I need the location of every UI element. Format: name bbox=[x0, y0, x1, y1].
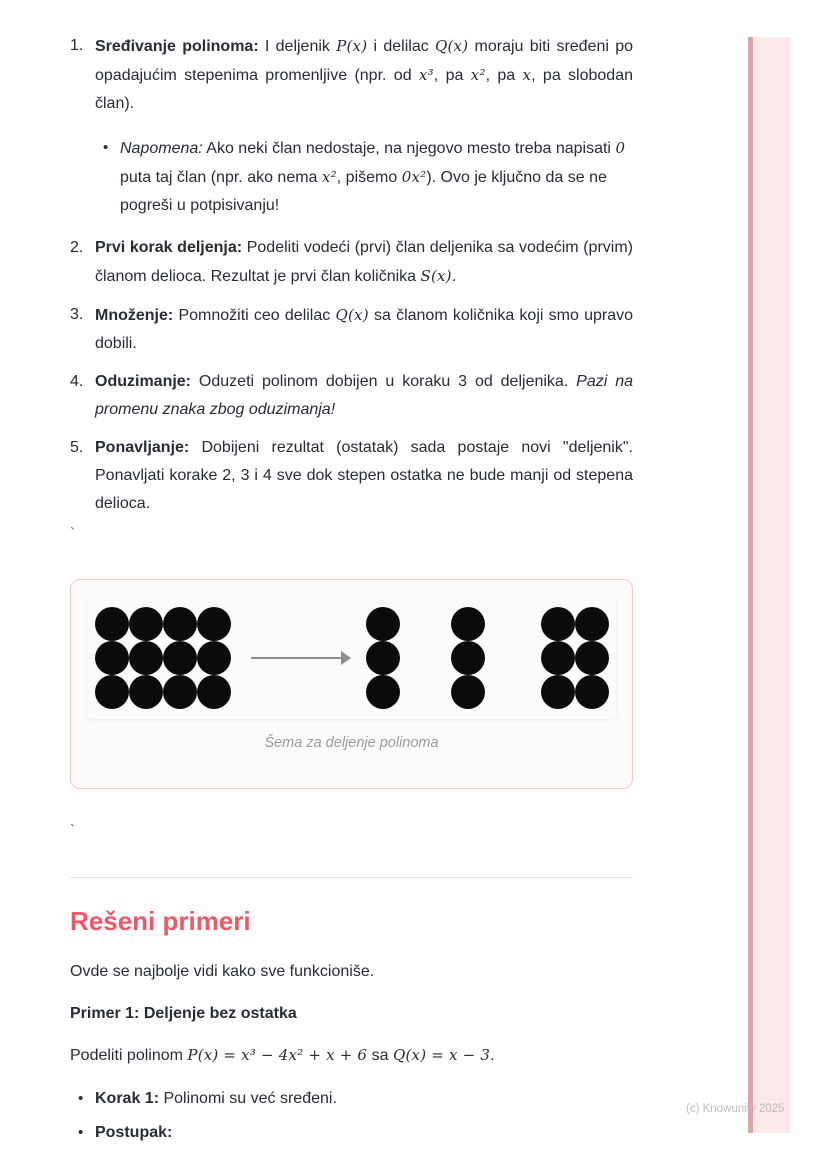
stray-backtick-mark: ` bbox=[70, 822, 75, 839]
list-number: 1. bbox=[70, 37, 84, 54]
right-arrow-icon bbox=[251, 651, 351, 665]
bullet-item-text: Korak 1: Polinomi su već sređeni. bbox=[95, 1090, 337, 1107]
dot bbox=[163, 675, 197, 709]
right-margin-highlight-bar bbox=[748, 37, 790, 1133]
section-divider bbox=[70, 877, 633, 878]
figure-panel bbox=[87, 597, 616, 719]
steps-ordered-list bbox=[70, 32, 633, 518]
step-5-text: Ponavljanje: Dobijeni rezultat (ostatak) sada postaje novi "deljenik". Ponavljati korake 2, 3 i 4 sve dok stepen ostatka ne bude manji od stepena delioca. bbox=[95, 439, 633, 512]
list-item-5 bbox=[70, 434, 633, 518]
dot bbox=[366, 641, 400, 675]
note-text: Napomena: Ako neki član nedostaje, na njegovo mesto treba napisati 0 puta taj član (npr. ako nema x², pišemo 0x²). Ovo je ključno da se ne pogreši u potpisivanju! bbox=[120, 139, 626, 214]
bullet-item-text: Postupak: bbox=[95, 1124, 173, 1141]
dot bbox=[129, 607, 163, 641]
dot bbox=[95, 675, 129, 709]
problem-statement: Podeliti polinom P(x) = x³ − 4x² + x + 6 sa Q(x) = x − 3. bbox=[70, 1046, 495, 1064]
list-item-2 bbox=[70, 234, 633, 291]
document-content bbox=[70, 0, 633, 1147]
bullet-item bbox=[70, 1085, 633, 1113]
dot bbox=[366, 607, 400, 641]
dot bbox=[163, 607, 197, 641]
dot-column-1 bbox=[366, 607, 400, 709]
figure-caption: Šema za deljenje polinoma bbox=[264, 735, 439, 751]
list-item-3 bbox=[70, 301, 633, 358]
example-title: Primer 1: Deljenje bez ostatka bbox=[70, 1005, 297, 1022]
bullet-icon: • bbox=[103, 139, 109, 156]
dot bbox=[575, 675, 609, 709]
dot bbox=[541, 607, 575, 641]
list-item-4 bbox=[70, 368, 633, 424]
list-item-1 bbox=[70, 32, 633, 220]
intro-paragraph: Ovde se najbolje vidi kako sve funkcioniše. bbox=[70, 963, 375, 980]
list-number: 4. bbox=[70, 373, 84, 390]
dot bbox=[366, 675, 400, 709]
dot bbox=[575, 607, 609, 641]
dot-column-2 bbox=[451, 607, 485, 709]
dot bbox=[197, 675, 231, 709]
dot bbox=[129, 641, 163, 675]
dot bbox=[197, 607, 231, 641]
dot bbox=[451, 675, 485, 709]
section-heading: Rešeni primeri bbox=[70, 906, 251, 936]
bullet-list bbox=[70, 1085, 633, 1147]
bullet-item bbox=[70, 1119, 633, 1147]
list-number: 3. bbox=[70, 306, 84, 323]
dot bbox=[451, 607, 485, 641]
bullet-icon: • bbox=[78, 1090, 84, 1107]
step-4-text: Oduzimanje: Oduzeti polinom dobijen u koraku 3 od deljenika. Pazi na promenu znaka zbog oduzimanja! bbox=[95, 373, 633, 418]
dot-grid-left bbox=[95, 607, 231, 709]
step-2-text: Prvi korak deljenja: Podeliti vodeći (prvi) član deljenika sa vodećim (prvim) članom delioca. Rezultat je prvi član količnika S(x). bbox=[95, 239, 633, 285]
dot-grid-right bbox=[541, 607, 609, 709]
list-number: 2. bbox=[70, 239, 84, 256]
step-3-text: Množenje: Pomnožiti ceo delilac Q(x) sa članom količnika koji smo upravo dobili. bbox=[95, 306, 633, 352]
dot bbox=[575, 641, 609, 675]
dot bbox=[541, 675, 575, 709]
dot bbox=[541, 641, 575, 675]
list-number: 5. bbox=[70, 439, 84, 456]
step-1-text: Sređivanje polinoma: I deljenik P(x) i delilac Q(x) moraju biti sređeni po opadajućim stepenima promenljive (npr. od x³, pa x², pa x, pa slobodan član). bbox=[95, 37, 634, 112]
dot bbox=[451, 641, 485, 675]
stray-backtick-mark: ` bbox=[70, 525, 75, 542]
note-list-item bbox=[103, 134, 633, 220]
dot bbox=[95, 641, 129, 675]
dot bbox=[129, 675, 163, 709]
dot bbox=[95, 607, 129, 641]
watermark: (c) Knowunity 2025 bbox=[686, 1103, 785, 1115]
figure-box bbox=[70, 579, 633, 789]
dot bbox=[197, 641, 231, 675]
dot bbox=[163, 641, 197, 675]
bullet-icon: • bbox=[78, 1124, 84, 1141]
